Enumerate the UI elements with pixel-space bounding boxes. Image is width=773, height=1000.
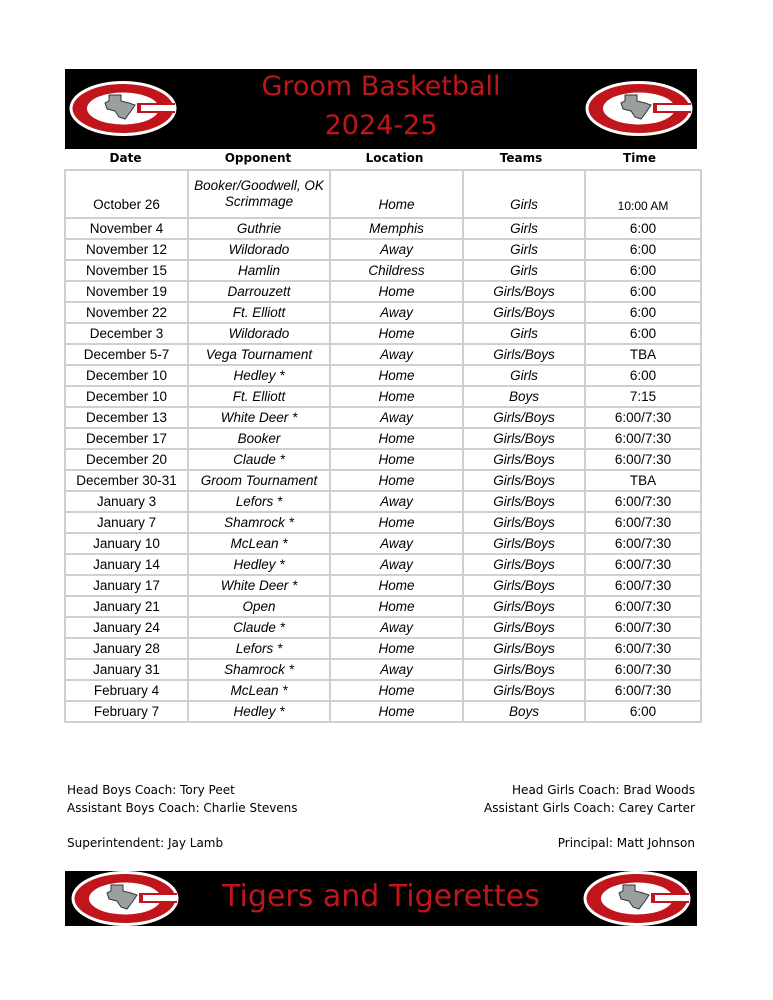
cell-location: Home bbox=[331, 513, 462, 532]
cell-date: January 7 bbox=[66, 513, 187, 532]
cell-location: Home bbox=[331, 702, 462, 721]
cell-opponent: Lefors * bbox=[189, 639, 329, 658]
cell-date: December 5-7 bbox=[66, 345, 187, 364]
cell-time: TBA bbox=[586, 471, 700, 490]
cell-teams: Girls/Boys bbox=[464, 408, 584, 427]
cell-date: November 12 bbox=[66, 240, 187, 259]
table-row bbox=[66, 471, 700, 490]
cell-date: January 10 bbox=[66, 534, 187, 553]
cell-time: 6:00/7:30 bbox=[586, 618, 700, 637]
footer-title: Tigers and Tigerettes bbox=[222, 879, 540, 914]
cell-opponent: Booker bbox=[189, 429, 329, 448]
cell-opponent: Hedley * bbox=[189, 555, 329, 574]
cell-teams: Girls bbox=[464, 219, 584, 238]
cell-teams: Girls/Boys bbox=[464, 492, 584, 511]
season-year: 2024-25 bbox=[324, 110, 438, 141]
cell-teams: Girls/Boys bbox=[464, 618, 584, 637]
cell-teams: Girls/Boys bbox=[464, 597, 584, 616]
cell-date: February 4 bbox=[66, 681, 187, 700]
cell-teams: Girls/Boys bbox=[464, 450, 584, 469]
cell-location: Away bbox=[331, 345, 462, 364]
cell-date: January 28 bbox=[66, 639, 187, 658]
cell-date: November 19 bbox=[66, 282, 187, 301]
cell-date: January 17 bbox=[66, 576, 187, 595]
cell-opponent: Hedley * bbox=[189, 702, 329, 721]
schedule-table bbox=[64, 169, 702, 723]
cell-opponent: Lefors * bbox=[189, 492, 329, 511]
cell-teams: Girls bbox=[464, 171, 584, 217]
header-banner bbox=[65, 69, 697, 149]
cell-location: Childress bbox=[331, 261, 462, 280]
cell-opponent: Shamrock * bbox=[189, 513, 329, 532]
cell-date: February 7 bbox=[66, 702, 187, 721]
table-row bbox=[66, 513, 700, 532]
table-row bbox=[66, 681, 700, 700]
table-row bbox=[66, 639, 700, 658]
cell-teams: Girls/Boys bbox=[464, 429, 584, 448]
cell-location: Away bbox=[331, 240, 462, 259]
cell-date: December 3 bbox=[66, 324, 187, 343]
column-header-teams: Teams bbox=[499, 151, 543, 165]
cell-date: November 4 bbox=[66, 219, 187, 238]
table-row bbox=[66, 219, 700, 238]
cell-location: Home bbox=[331, 576, 462, 595]
cell-teams: Boys bbox=[464, 387, 584, 406]
table-row bbox=[66, 429, 700, 448]
cell-date: January 24 bbox=[66, 618, 187, 637]
cell-time: 6:00 bbox=[586, 324, 700, 343]
cell-time: TBA bbox=[586, 345, 700, 364]
column-header-date: Date bbox=[109, 151, 142, 165]
cell-teams: Boys bbox=[464, 702, 584, 721]
cell-opponent: Shamrock * bbox=[189, 660, 329, 679]
cell-time: 6:00 bbox=[586, 366, 700, 385]
cell-date: January 31 bbox=[66, 660, 187, 679]
cell-opponent: McLean * bbox=[189, 534, 329, 553]
table-row bbox=[66, 534, 700, 553]
cell-teams: Girls/Boys bbox=[464, 681, 584, 700]
cell-teams: Girls bbox=[464, 261, 584, 280]
cell-time: 6:00 bbox=[586, 702, 700, 721]
cell-opponent: Claude * bbox=[189, 618, 329, 637]
column-header-opponent: Opponent bbox=[224, 151, 292, 165]
cell-teams: Girls/Boys bbox=[464, 534, 584, 553]
cell-time: 6:00 bbox=[586, 240, 700, 259]
cell-opponent: White Deer * bbox=[189, 576, 329, 595]
cell-date: December 13 bbox=[66, 408, 187, 427]
cell-opponent: Darrouzett bbox=[189, 282, 329, 301]
cell-opponent: Guthrie bbox=[189, 219, 329, 238]
head-boys-coach: Head Boys Coach: Tory Peet bbox=[67, 783, 235, 797]
cell-location: Home bbox=[331, 597, 462, 616]
table-row bbox=[66, 387, 700, 406]
head-girls-coach: Head Girls Coach: Brad Woods bbox=[512, 783, 695, 797]
table-row bbox=[66, 408, 700, 427]
cell-time: 6:00/7:30 bbox=[586, 597, 700, 616]
cell-location: Home bbox=[331, 282, 462, 301]
cell-location: Away bbox=[331, 618, 462, 637]
principal: Principal: Matt Johnson bbox=[557, 836, 695, 850]
cell-teams: Girls/Boys bbox=[464, 282, 584, 301]
cell-time: 6:00 bbox=[586, 303, 700, 322]
cell-teams: Girls bbox=[464, 240, 584, 259]
cell-teams: Girls/Boys bbox=[464, 471, 584, 490]
cell-teams: Girls/Boys bbox=[464, 513, 584, 532]
groom-g-logo-icon bbox=[585, 81, 693, 136]
cell-location: Home bbox=[331, 429, 462, 448]
cell-date: December 20 bbox=[66, 450, 187, 469]
cell-teams: Girls/Boys bbox=[464, 345, 584, 364]
cell-date: December 10 bbox=[66, 387, 187, 406]
table-row bbox=[66, 324, 700, 343]
cell-location: Home bbox=[331, 324, 462, 343]
cell-date: November 22 bbox=[66, 303, 187, 322]
cell-time: 6:00 bbox=[586, 282, 700, 301]
cell-teams: Girls bbox=[464, 366, 584, 385]
cell-time: 6:00 bbox=[586, 261, 700, 280]
cell-date: December 30-31 bbox=[66, 471, 187, 490]
cell-time: 6:00/7:30 bbox=[586, 576, 700, 595]
cell-time: 6:00/7:30 bbox=[586, 450, 700, 469]
cell-time: 6:00 bbox=[586, 219, 700, 238]
cell-time: 6:00/7:30 bbox=[586, 513, 700, 532]
cell-time: 6:00/7:30 bbox=[586, 639, 700, 658]
cell-opponent: Ft. Elliott bbox=[189, 387, 329, 406]
cell-location: Home bbox=[331, 171, 462, 217]
cell-location: Memphis bbox=[331, 219, 462, 238]
table-row bbox=[66, 345, 700, 364]
table-row bbox=[66, 660, 700, 679]
cell-time: 6:00/7:30 bbox=[586, 681, 700, 700]
assistant-girls-coach: Assistant Girls Coach: Carey Carter bbox=[484, 801, 695, 815]
cell-opponent: McLean * bbox=[189, 681, 329, 700]
cell-date: January 3 bbox=[66, 492, 187, 511]
cell-date: January 14 bbox=[66, 555, 187, 574]
cell-opponent: Wildorado bbox=[189, 240, 329, 259]
cell-time: 6:00/7:30 bbox=[586, 492, 700, 511]
cell-location: Home bbox=[331, 471, 462, 490]
table-row bbox=[66, 366, 700, 385]
cell-location: Home bbox=[331, 366, 462, 385]
cell-opponent: Groom Tournament bbox=[189, 471, 329, 490]
cell-location: Home bbox=[331, 681, 462, 700]
cell-location: Away bbox=[331, 303, 462, 322]
table-row bbox=[66, 261, 700, 280]
footer-banner bbox=[65, 871, 697, 926]
table-row bbox=[66, 171, 700, 217]
cell-opponent: Ft. Elliott bbox=[189, 303, 329, 322]
table-row bbox=[66, 618, 700, 637]
cell-time: 6:00/7:30 bbox=[586, 555, 700, 574]
cell-teams: Girls bbox=[464, 324, 584, 343]
assistant-boys-coach: Assistant Boys Coach: Charlie Stevens bbox=[67, 801, 298, 815]
cell-opponent: Open bbox=[189, 597, 329, 616]
schedule-column-headers bbox=[65, 151, 697, 169]
cell-time: 6:00/7:30 bbox=[586, 429, 700, 448]
table-row bbox=[66, 597, 700, 616]
cell-location: Away bbox=[331, 660, 462, 679]
table-row bbox=[66, 555, 700, 574]
cell-date: November 15 bbox=[66, 261, 187, 280]
cell-location: Home bbox=[331, 387, 462, 406]
cell-opponent: Booker/Goodwell, OK Scrimmage bbox=[189, 171, 329, 217]
cell-date: December 10 bbox=[66, 366, 187, 385]
cell-location: Away bbox=[331, 408, 462, 427]
cell-opponent: Claude * bbox=[189, 450, 329, 469]
cell-teams: Girls/Boys bbox=[464, 639, 584, 658]
cell-teams: Girls/Boys bbox=[464, 660, 584, 679]
column-header-location: Location bbox=[365, 151, 424, 165]
table-row bbox=[66, 492, 700, 511]
cell-opponent: White Deer * bbox=[189, 408, 329, 427]
superintendent: Superintendent: Jay Lamb bbox=[67, 836, 224, 850]
cell-opponent: Vega Tournament bbox=[189, 345, 329, 364]
cell-location: Home bbox=[331, 450, 462, 469]
table-row bbox=[66, 450, 700, 469]
cell-location: Home bbox=[331, 639, 462, 658]
cell-date: January 21 bbox=[66, 597, 187, 616]
cell-date: October 26 bbox=[66, 171, 187, 217]
table-row bbox=[66, 282, 700, 301]
cell-teams: Girls/Boys bbox=[464, 303, 584, 322]
cell-teams: Girls/Boys bbox=[464, 555, 584, 574]
groom-g-logo-icon bbox=[583, 871, 691, 926]
table-row bbox=[66, 576, 700, 595]
cell-date: December 17 bbox=[66, 429, 187, 448]
cell-opponent: Wildorado bbox=[189, 324, 329, 343]
table-row bbox=[66, 303, 700, 322]
cell-location: Away bbox=[331, 534, 462, 553]
cell-location: Away bbox=[331, 555, 462, 574]
table-row bbox=[66, 240, 700, 259]
cell-time: 10:00 AM bbox=[586, 171, 700, 217]
cell-teams: Girls/Boys bbox=[464, 576, 584, 595]
table-row bbox=[66, 702, 700, 721]
page-title: Groom Basketball bbox=[261, 71, 501, 102]
cell-time: 7:15 bbox=[586, 387, 700, 406]
column-header-time: Time bbox=[623, 151, 656, 165]
cell-time: 6:00/7:30 bbox=[586, 534, 700, 553]
cell-location: Away bbox=[331, 492, 462, 511]
cell-time: 6:00/7:30 bbox=[586, 660, 700, 679]
cell-opponent: Hedley * bbox=[189, 366, 329, 385]
cell-time: 6:00/7:30 bbox=[586, 408, 700, 427]
cell-opponent: Hamlin bbox=[189, 261, 329, 280]
